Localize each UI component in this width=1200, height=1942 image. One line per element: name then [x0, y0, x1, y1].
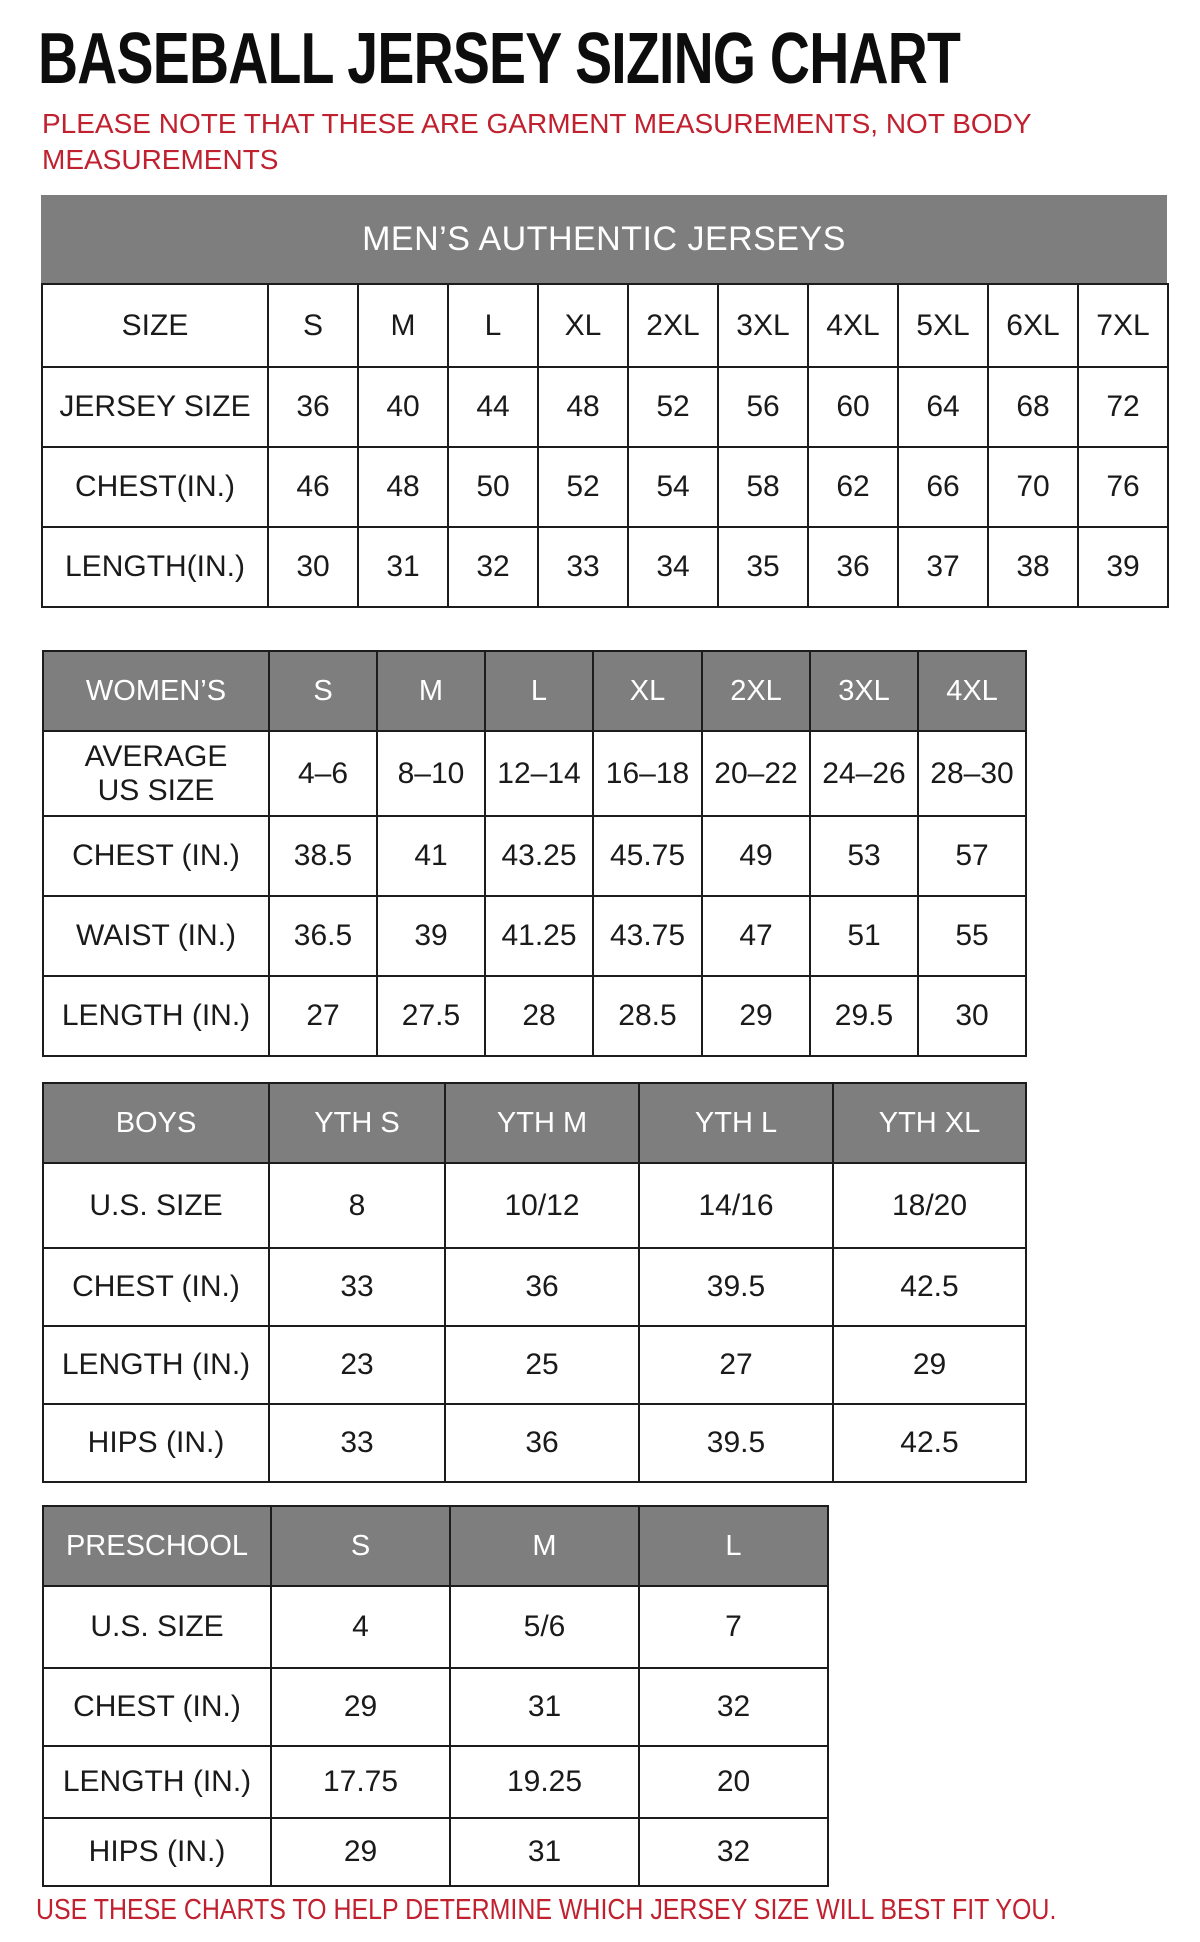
row-label: LENGTH (IN.)	[43, 1326, 269, 1404]
value-cell: 49	[702, 816, 810, 896]
value-cell: 33	[269, 1404, 445, 1482]
value-cell: 48	[538, 367, 628, 447]
row-label: LENGTH (IN.)	[43, 976, 269, 1056]
size-column-header: 2XL	[702, 651, 810, 731]
value-cell: 29	[271, 1818, 450, 1886]
value-cell: 33	[269, 1248, 445, 1326]
note-line-1: PLEASE NOTE THAT THESE ARE GARMENT MEASUREMENTS, NOT BODY	[42, 108, 1032, 139]
size-column-header: S	[271, 1506, 450, 1586]
size-column-header: L	[485, 651, 593, 731]
table-row	[43, 896, 1026, 976]
size-column-header: YTH L	[639, 1083, 833, 1163]
value-cell: 8–10	[377, 731, 485, 816]
value-cell: 16–18	[593, 731, 702, 816]
value-cell: 55	[918, 896, 1026, 976]
mens-sizing-table	[41, 195, 1169, 608]
value-cell: 41	[377, 816, 485, 896]
value-cell: 54	[628, 447, 718, 527]
size-column-header: YTH XL	[833, 1083, 1026, 1163]
table-header-row	[43, 1506, 828, 1586]
table-row	[43, 1668, 828, 1746]
value-cell: 30	[918, 976, 1026, 1056]
size-column-header: XL	[593, 651, 702, 731]
table-row	[43, 816, 1026, 896]
size-column-header: S	[269, 651, 377, 731]
row-label: CHEST (IN.)	[43, 816, 269, 896]
value-cell: 76	[1078, 447, 1168, 527]
value-cell: 66	[898, 447, 988, 527]
value-cell: 47	[702, 896, 810, 976]
row-label: HIPS (IN.)	[43, 1818, 271, 1886]
table-row	[42, 447, 1168, 527]
value-cell: 58	[718, 447, 808, 527]
value-cell: 39.5	[639, 1248, 833, 1326]
value-cell: 20–22	[702, 731, 810, 816]
value-cell: 32	[448, 527, 538, 607]
table-row	[43, 1404, 1026, 1482]
value-cell: 46	[268, 447, 358, 527]
value-cell: 68	[988, 367, 1078, 447]
table-row	[42, 284, 1168, 367]
page-title: BASEBALL JERSEY SIZING CHART	[38, 19, 961, 99]
size-column-header: 6XL	[988, 284, 1078, 367]
size-column-header: 4XL	[808, 284, 898, 367]
size-column-header: M	[377, 651, 485, 731]
value-cell: 10/12	[445, 1163, 639, 1248]
footer-advice-text: USE THESE CHARTS TO HELP DETERMINE WHICH JERSEY SIZE WILL BEST FIT YOU.	[36, 1894, 1057, 1926]
value-cell: 20	[639, 1746, 828, 1818]
value-cell: 52	[628, 367, 718, 447]
value-cell: 31	[450, 1668, 639, 1746]
boys-sizing-table	[42, 1082, 1027, 1483]
size-column-header: S	[268, 284, 358, 367]
value-cell: 23	[269, 1326, 445, 1404]
row-label: U.S. SIZE	[43, 1586, 271, 1668]
size-column-header: 5XL	[898, 284, 988, 367]
table-title-cell: BOYS	[43, 1083, 269, 1163]
value-cell: 8	[269, 1163, 445, 1248]
value-cell: 35	[718, 527, 808, 607]
value-cell: 4	[271, 1586, 450, 1668]
value-cell: 14/16	[639, 1163, 833, 1248]
value-cell: 19.25	[450, 1746, 639, 1818]
value-cell: 36	[808, 527, 898, 607]
size-column-header: M	[358, 284, 448, 367]
value-cell: 45.75	[593, 816, 702, 896]
size-column-header: 3XL	[810, 651, 918, 731]
value-cell: 32	[639, 1668, 828, 1746]
value-cell: 4–6	[269, 731, 377, 816]
value-cell: 39	[1078, 527, 1168, 607]
row-label: JERSEY SIZE	[42, 367, 268, 447]
table-row	[43, 731, 1026, 816]
value-cell: 60	[808, 367, 898, 447]
value-cell: 39.5	[639, 1404, 833, 1482]
value-cell: 42.5	[833, 1248, 1026, 1326]
table-row	[43, 1746, 828, 1818]
value-cell: 25	[445, 1326, 639, 1404]
table-row	[42, 527, 1168, 607]
size-column-header: L	[639, 1506, 828, 1586]
value-cell: 36	[445, 1404, 639, 1482]
value-cell: 36.5	[269, 896, 377, 976]
value-cell: 36	[268, 367, 358, 447]
value-cell: 29.5	[810, 976, 918, 1056]
value-cell: 64	[898, 367, 988, 447]
value-cell: 48	[358, 447, 448, 527]
value-cell: 33	[538, 527, 628, 607]
value-cell: 51	[810, 896, 918, 976]
value-cell: 34	[628, 527, 718, 607]
value-cell: 36	[445, 1248, 639, 1326]
row-label: AVERAGE US SIZE	[43, 731, 269, 816]
note-line-2: MEASUREMENTS	[42, 144, 279, 175]
value-cell: 42.5	[833, 1404, 1026, 1482]
value-cell: 38.5	[269, 816, 377, 896]
table-title-cell: WOMEN’S	[43, 651, 269, 731]
value-cell: 38	[988, 527, 1078, 607]
value-cell: 52	[538, 447, 628, 527]
value-cell: 72	[1078, 367, 1168, 447]
value-cell: 40	[358, 367, 448, 447]
row-label: CHEST(IN.)	[42, 447, 268, 527]
value-cell: 27	[269, 976, 377, 1056]
value-cell: 29	[702, 976, 810, 1056]
size-column-header: 4XL	[918, 651, 1026, 731]
size-column-header: YTH S	[269, 1083, 445, 1163]
value-cell: 57	[918, 816, 1026, 896]
row-label: LENGTH (IN.)	[43, 1746, 271, 1818]
row-label: HIPS (IN.)	[43, 1404, 269, 1482]
table-row	[43, 976, 1026, 1056]
value-cell: 17.75	[271, 1746, 450, 1818]
value-cell: 27	[639, 1326, 833, 1404]
mens-table-banner: MEN’S AUTHENTIC JERSEYS	[41, 195, 1167, 283]
value-cell: 30	[268, 527, 358, 607]
table-row	[43, 1163, 1026, 1248]
value-cell: 24–26	[810, 731, 918, 816]
size-column-header: 7XL	[1078, 284, 1168, 367]
value-cell: 27.5	[377, 976, 485, 1056]
row-label: WAIST (IN.)	[43, 896, 269, 976]
garment-measurements-note	[42, 106, 1032, 178]
value-cell: 43.75	[593, 896, 702, 976]
table-row	[42, 367, 1168, 447]
table-header-row	[43, 1083, 1026, 1163]
value-cell: 41.25	[485, 896, 593, 976]
value-cell: 28–30	[918, 731, 1026, 816]
value-cell: 50	[448, 447, 538, 527]
row-label: CHEST (IN.)	[43, 1248, 269, 1326]
table-row	[43, 1818, 828, 1886]
value-cell: 12–14	[485, 731, 593, 816]
size-column-header: L	[448, 284, 538, 367]
value-cell: 29	[271, 1668, 450, 1746]
value-cell: 32	[639, 1818, 828, 1886]
preschool-sizing-table	[42, 1505, 829, 1887]
value-cell: 31	[450, 1818, 639, 1886]
size-column-header: 3XL	[718, 284, 808, 367]
value-cell: 28	[485, 976, 593, 1056]
value-cell: 18/20	[833, 1163, 1026, 1248]
value-cell: 7	[639, 1586, 828, 1668]
row-label: SIZE	[42, 284, 268, 367]
value-cell: 43.25	[485, 816, 593, 896]
size-column-header: YTH M	[445, 1083, 639, 1163]
size-column-header: M	[450, 1506, 639, 1586]
table-title-cell: PRESCHOOL	[43, 1506, 271, 1586]
value-cell: 29	[833, 1326, 1026, 1404]
value-cell: 44	[448, 367, 538, 447]
value-cell: 39	[377, 896, 485, 976]
row-label: CHEST (IN.)	[43, 1668, 271, 1746]
value-cell: 62	[808, 447, 898, 527]
table-row	[43, 1326, 1026, 1404]
size-column-header: 2XL	[628, 284, 718, 367]
row-label: U.S. SIZE	[43, 1163, 269, 1248]
table-row	[43, 1586, 828, 1668]
value-cell: 70	[988, 447, 1078, 527]
table-row	[43, 1248, 1026, 1326]
value-cell: 37	[898, 527, 988, 607]
value-cell: 5/6	[450, 1586, 639, 1668]
womens-sizing-table	[42, 650, 1027, 1057]
row-label: LENGTH(IN.)	[42, 527, 268, 607]
table-header-row	[43, 651, 1026, 731]
value-cell: 53	[810, 816, 918, 896]
value-cell: 31	[358, 527, 448, 607]
value-cell: 28.5	[593, 976, 702, 1056]
size-column-header: XL	[538, 284, 628, 367]
value-cell: 56	[718, 367, 808, 447]
